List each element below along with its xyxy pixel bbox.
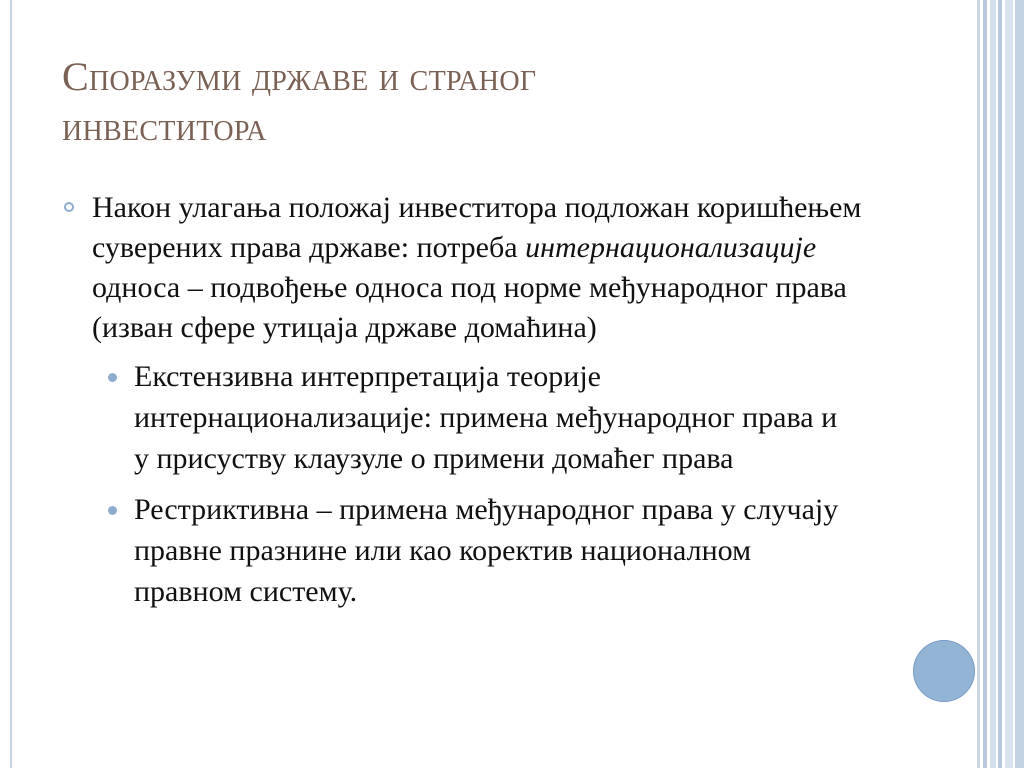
decorative-circle [913, 640, 975, 702]
right-stripe [983, 0, 987, 768]
main-bullet-italic-term: интернационализације [525, 231, 817, 264]
ring-bullet-icon [64, 202, 74, 212]
content-list [62, 188, 882, 622]
dot-bullet-icon [108, 506, 117, 515]
right-stripe [1015, 0, 1024, 768]
sub-bullet-list [92, 356, 882, 612]
slide-title [62, 52, 942, 152]
dot-bullet-icon [108, 373, 117, 382]
slide-title-line2: инвеститора [62, 104, 267, 149]
sub-bullet-text: Екстензивна интерпретација теорије интернационализације: примена међународног права и у присуству клаузуле о примени домаћег права [134, 360, 838, 475]
main-bullet-text-after: односа – подвођење односа под норме међународног права (изван сфере утицаја државе домаћина) [92, 271, 847, 344]
main-bullet-text-before: Након улагања положај инвеститора подложан коришћењем суверених права државе: потреба [92, 191, 862, 264]
right-stripe [977, 0, 980, 768]
left-border-line [10, 0, 12, 768]
sub-bullet-item [92, 489, 854, 612]
right-stripe [990, 0, 996, 768]
right-stripe [1005, 0, 1013, 768]
main-bullet-item [62, 188, 882, 612]
right-stripe [998, 0, 1002, 768]
sub-bullet-item [92, 356, 854, 479]
sub-bullet-text: Рестриктивна – примена међународног права у случају правне празнине или као коректив националном правном систему. [134, 493, 839, 608]
slide-title-line1: Споразуми државе и страног [62, 54, 537, 99]
